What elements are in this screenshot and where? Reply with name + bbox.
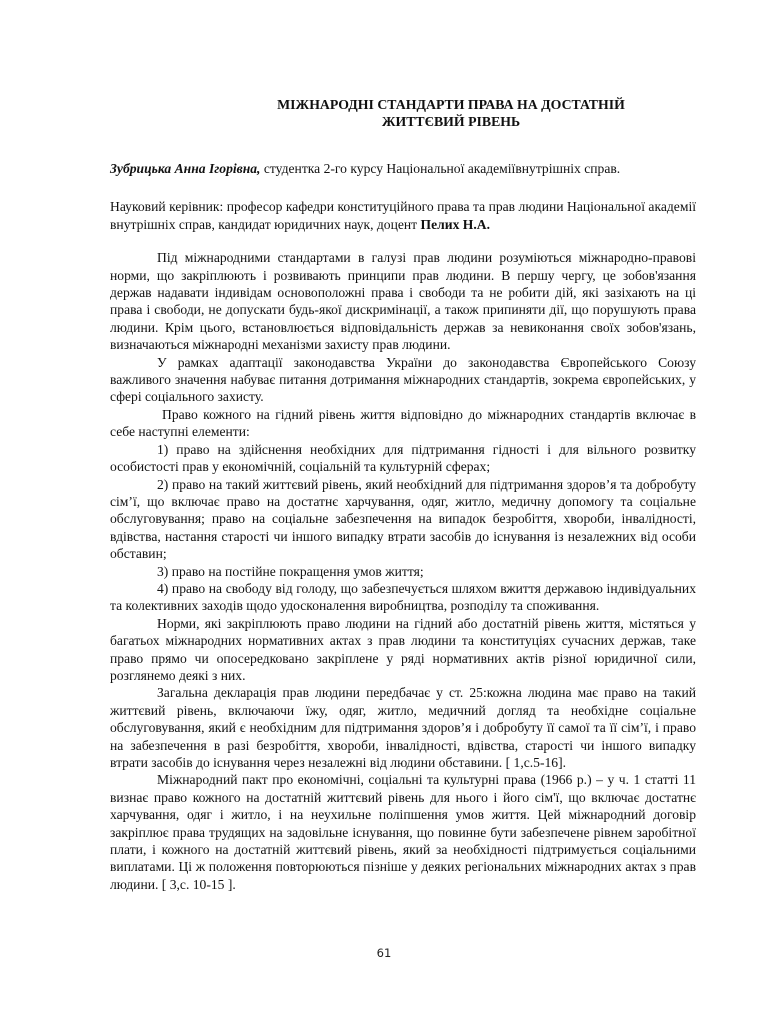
author-line — [110, 160, 696, 177]
body-paragraph: Міжнародний пакт про економічні, соціальні та культурні права (1966 р.) – у ч. 1 статті 11 визнає право кожного на достатній життєвий рівень для нього і його сім'ї, що включає достатнє харчування, одяг і житло, і на неухильне поліпшення умов життя. Цей міжнародний договір закріплює права трудящих на задовільне існування, що повинне бути забезпечене рівнем заробітної плати, і кожного на достатній життєвий рівень, який за необхідності підтримується соціальними виплатами. Ці ж положення повторюються пізніше у деяких регіональних міжнародних актах з прав людини. [ 3,с. 10-15 ]. — [110, 772, 696, 892]
list-item: 1) право на здійснення необхідних для підтримання гідності і для вільного розвитку особистості прав у економічній, соціальній та культурній сферах; — [110, 441, 696, 475]
body-paragraph: Право кожного на гідний рівень життя відповідно до міжнародних стандартів включає в себе наступні елементи: — [110, 406, 696, 440]
document-page — [110, 96, 696, 893]
body-paragraph: Під міжнародними стандартами в галузі прав людини розуміються міжнародно-правові норми, що закріплюють і розвивають принципи прав людини. В першу чергу, це зобов'язання держав надавати індивідам основоположні права і свободи та не робити дій, які зазіхають на ці права і свободи, не допускати будь-якої дискримінації, а також припиняти дії, що порушують права людини. Крім цього, встановлюється відповідальність держав за невиконання своїх зобов'язань, визначаються міжнародні механізми захисту прав людини. — [110, 250, 696, 353]
title-line-1: МІЖНАРОДНІ СТАНДАРТИ ПРАВА НА ДОСТАТНІЙ — [277, 97, 625, 112]
supervisor-line — [110, 198, 696, 233]
page-number: 61 — [376, 946, 392, 960]
list-item: 3) право на постійне покращення умов життя; — [157, 563, 424, 579]
document-title — [110, 96, 696, 130]
body-paragraph: У рамках адаптації законодавства України до законодавства Європейського Союзу важливого значення набуває питання дотримання міжнародних стандартів, зокрема європейських, у сфері соціального захисту. — [110, 354, 696, 405]
list-item: 2) право на такий життєвий рівень, який необхідний для підтримання здоров’я та добробуту сім’ї, що включає право на достатнє харчування, одяг, житло, медичну допомогу та соціальне обслуговування; право на соціальне забезпечення на випадок безробіття, хвороби, інвалідності, вдівства, настання старості чи іншого випадку втрати засобів до існування із незалежних від особи обставин; — [110, 476, 696, 562]
title-line-2: ЖИТТЄВИЙ РІВЕНЬ — [381, 114, 521, 129]
supervisor-name: Пелих Н.А. — [420, 216, 490, 232]
author-name: Зубрицька Анна Ігорівна, — [110, 161, 261, 176]
author-details: студентка 2-го курсу Національної академіївнутрішніх справ. — [260, 161, 621, 176]
body-paragraph: Загальна декларація прав людини передбачає у ст. 25:кожна людина має право на такий життєвий рівень, включаючи їжу, одяг, житло, медичний догляд та необхідне соціальне обслуговування, який є необхідним для підтримання здоров’я і добробуту її самої та її сім’ї, і право на забезпечення в разі безробіття, хвороби, інвалідності, вдівства, старості чи іншого випадку втрати засобів до існування через незалежні від людини обставини. [ 1,с.5-16]. — [110, 685, 696, 770]
supervisor-text: Науковий керівник: професор кафедри конституційного права та прав людини Національної академії внутрішніх справ, кандидат юридичних наук, доцент — [110, 199, 696, 232]
list-item: 4) право на свободу від голоду, що забезпечується шляхом вжиття державою індивідуальних та колективних заходів щодо удосконалення виробництва, розподілу та споживання. — [110, 580, 696, 614]
body-paragraph: Норми, які закріплюють право людини на гідний або достатній рівень життя, містяться у багатьох міжнародних нормативних актах з прав людини та конституціях сучасних держав, таке право прямо чи опосередковано закріплене у ряді нормативних актів різної юридичної сили, розглянемо деякі з них. — [110, 615, 696, 683]
